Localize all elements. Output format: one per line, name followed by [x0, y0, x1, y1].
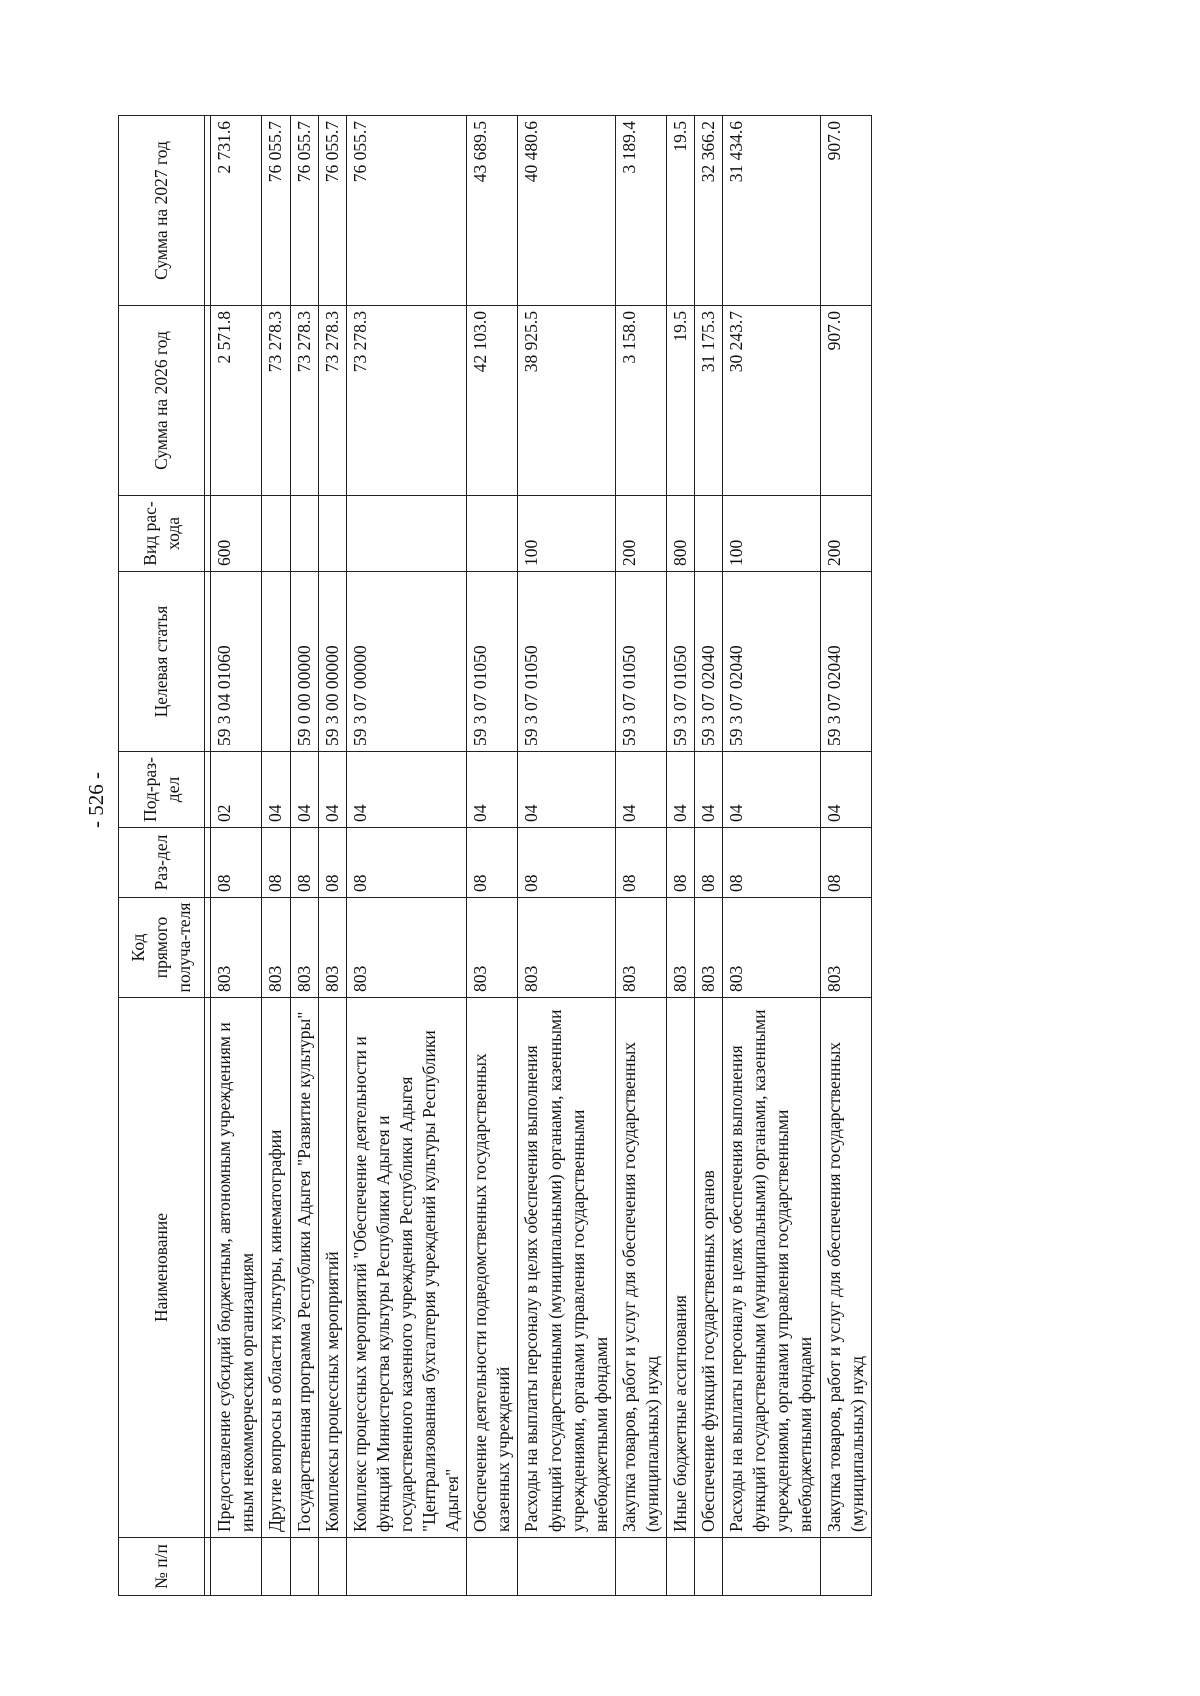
header-sum-2026: Сумма на 2026 год: [119, 306, 205, 496]
cell-target-article: 59 3 07 02040: [723, 572, 820, 752]
cell-name: Предоставление субсидий бюджетным, автономным учреждениям и иным некоммерческим организациям: [211, 998, 262, 1538]
cell-expense-type: 100: [723, 496, 820, 572]
cell-sum-2026: 19.5: [666, 306, 694, 496]
cell-target-article: 59 3 07 01050: [615, 572, 666, 752]
header-name: Наименование: [119, 998, 205, 1538]
cell-name: Иные бюджетные ассигнования: [666, 998, 694, 1538]
cell-section: 08: [290, 828, 318, 898]
cell-expense-type: [318, 496, 346, 572]
cell-no: [723, 1538, 820, 1596]
cell-section: 08: [467, 828, 518, 898]
cell-expense-type: [695, 496, 723, 572]
cell-name: Обеспечение деятельности подведомственных государственных казенных учреждений: [467, 998, 518, 1538]
cell-target-article: 59 3 07 01050: [467, 572, 518, 752]
table-row: [666, 116, 694, 1596]
cell-recipient-code: 803: [290, 898, 318, 998]
cell-no: [467, 1538, 518, 1596]
cell-sum-2027: 2 731.6: [211, 116, 262, 306]
cell-section: 08: [262, 828, 290, 898]
header-sum-2027: Сумма на 2027 год: [119, 116, 205, 306]
table-row: [723, 116, 820, 1596]
cell-subsection: 02: [211, 752, 262, 828]
cell-expense-type: [262, 496, 290, 572]
cell-recipient-code: 803: [695, 898, 723, 998]
cell-sum-2026: 73 278.3: [290, 306, 318, 496]
cell-target-article: 59 3 07 01050: [666, 572, 694, 752]
cell-section: 08: [666, 828, 694, 898]
cell-section: 08: [615, 828, 666, 898]
cell-recipient-code: 803: [820, 898, 871, 998]
table-row: [346, 116, 466, 1596]
cell-subsection: 04: [518, 752, 615, 828]
cell-sum-2026: 907.0: [820, 306, 871, 496]
table-row: [467, 116, 518, 1596]
cell-recipient-code: 803: [262, 898, 290, 998]
cell-expense-type: 100: [518, 496, 615, 572]
cell-sum-2026: 30 243.7: [723, 306, 820, 496]
cell-target-article: [262, 572, 290, 752]
cell-name: Государственная программа Республики Адыгея "Развитие культуры": [290, 998, 318, 1538]
table-row: [211, 116, 262, 1596]
cell-no: [318, 1538, 346, 1596]
cell-no: [666, 1538, 694, 1596]
cell-target-article: 59 0 00 00000: [290, 572, 318, 752]
cell-expense-type: 800: [666, 496, 694, 572]
cell-expense-type: [346, 496, 466, 572]
cell-sum-2026: 73 278.3: [346, 306, 466, 496]
cell-name: Обеспечение функций государственных органов: [695, 998, 723, 1538]
header-recipient-code: Код прямого получа-теля: [119, 898, 205, 998]
cell-target-article: 59 3 07 02040: [695, 572, 723, 752]
cell-expense-type: 600: [211, 496, 262, 572]
header-expense-type: Вид рас-хода: [119, 496, 205, 572]
cell-subsection: 04: [467, 752, 518, 828]
cell-name: Закупка товаров, работ и услуг для обеспечения государственных (муниципальных) нужд: [820, 998, 871, 1538]
cell-subsection: 04: [820, 752, 871, 828]
cell-sum-2027: 31 434.6: [723, 116, 820, 306]
cell-name: Комплекс процессных мероприятий "Обеспечение деятельности и функций Министерства культуры Республики Адыгея и государственного казенного учреждения Республики Адыгея "Централизованная бухгалтерия учреждений культуры Республики Адыгея": [346, 998, 466, 1538]
cell-sum-2027: 40 480.6: [518, 116, 615, 306]
cell-sum-2026: 73 278.3: [262, 306, 290, 496]
cell-sum-2027: 76 055.7: [262, 116, 290, 306]
cell-expense-type: [467, 496, 518, 572]
table-row: [615, 116, 666, 1596]
cell-no: [211, 1538, 262, 1596]
cell-section: 08: [318, 828, 346, 898]
table-row: [318, 116, 346, 1596]
rotated-table-container: [118, 116, 872, 1596]
cell-subsection: 04: [615, 752, 666, 828]
cell-sum-2026: 73 278.3: [318, 306, 346, 496]
header-section: Раз-дел: [119, 828, 205, 898]
cell-recipient-code: 803: [211, 898, 262, 998]
cell-no: [346, 1538, 466, 1596]
cell-recipient-code: 803: [666, 898, 694, 998]
cell-target-article: 59 3 07 01050: [518, 572, 615, 752]
table-row: [820, 116, 871, 1596]
table-row: [695, 116, 723, 1596]
cell-recipient-code: 803: [467, 898, 518, 998]
cell-no: [820, 1538, 871, 1596]
table-header-row: [119, 116, 205, 1596]
cell-expense-type: [290, 496, 318, 572]
cell-expense-type: 200: [615, 496, 666, 572]
budget-table: [118, 115, 872, 1596]
cell-name: Закупка товаров, работ и услуг для обеспечения государственных (муниципальных) нужд: [615, 998, 666, 1538]
cell-no: [615, 1538, 666, 1596]
table-row: [262, 116, 290, 1596]
header-subsection: Под-раз-дел: [119, 752, 205, 828]
cell-recipient-code: 803: [518, 898, 615, 998]
cell-recipient-code: 803: [346, 898, 466, 998]
cell-section: 08: [346, 828, 466, 898]
cell-recipient-code: 803: [723, 898, 820, 998]
cell-sum-2026: 31 175.3: [695, 306, 723, 496]
cell-section: 08: [820, 828, 871, 898]
cell-no: [695, 1538, 723, 1596]
cell-name: Расходы на выплаты персоналу в целях обеспечения выполнения функций государственными (муниципальными) органами, казенными учреждениями, органами управления государственными внебюджетными фондами: [723, 998, 820, 1538]
cell-sum-2027: 907.0: [820, 116, 871, 306]
cell-sum-2026: 42 103.0: [467, 306, 518, 496]
cell-sum-2027: 19.5: [666, 116, 694, 306]
cell-section: 08: [723, 828, 820, 898]
cell-name: Комплексы процессных мероприятий: [318, 998, 346, 1538]
cell-sum-2027: 76 055.7: [290, 116, 318, 306]
table-row: [518, 116, 615, 1596]
cell-sum-2026: 38 925.5: [518, 306, 615, 496]
cell-recipient-code: 803: [318, 898, 346, 998]
cell-subsection: 04: [290, 752, 318, 828]
cell-subsection: 04: [666, 752, 694, 828]
cell-recipient-code: 803: [615, 898, 666, 998]
cell-subsection: 04: [723, 752, 820, 828]
cell-subsection: 04: [346, 752, 466, 828]
cell-sum-2027: 76 055.7: [346, 116, 466, 306]
cell-expense-type: 200: [820, 496, 871, 572]
cell-target-article: 59 3 00 00000: [318, 572, 346, 752]
cell-sum-2027: 32 366.2: [695, 116, 723, 306]
cell-sum-2026: 3 158.0: [615, 306, 666, 496]
cell-sum-2027: 3 189.4: [615, 116, 666, 306]
cell-subsection: 04: [695, 752, 723, 828]
cell-sum-2026: 2 571.8: [211, 306, 262, 496]
table-body: [205, 116, 871, 1596]
cell-no: [290, 1538, 318, 1596]
header-no: № п/п: [119, 1538, 205, 1596]
cell-name: Другие вопросы в области культуры, кинематографии: [262, 998, 290, 1538]
cell-section: 08: [211, 828, 262, 898]
cell-no: [262, 1538, 290, 1596]
cell-target-article: 59 3 04 01060: [211, 572, 262, 752]
cell-target-article: 59 3 07 02040: [820, 572, 871, 752]
cell-section: 08: [695, 828, 723, 898]
cell-subsection: 04: [262, 752, 290, 828]
cell-no: [518, 1538, 615, 1596]
cell-target-article: 59 3 07 00000: [346, 572, 466, 752]
cell-sum-2027: 43 689.5: [467, 116, 518, 306]
header-target-article: Целевая статья: [119, 572, 205, 752]
page-number: - 526 -: [84, 772, 108, 828]
cell-sum-2027: 76 055.7: [318, 116, 346, 306]
cell-name: Расходы на выплаты персоналу в целях обеспечения выполнения функций государственными (муниципальными) органами, казенными учреждениями, органами управления государственными внебюджетными фондами: [518, 998, 615, 1538]
table-row: [290, 116, 318, 1596]
cell-section: 08: [518, 828, 615, 898]
cell-subsection: 04: [318, 752, 346, 828]
